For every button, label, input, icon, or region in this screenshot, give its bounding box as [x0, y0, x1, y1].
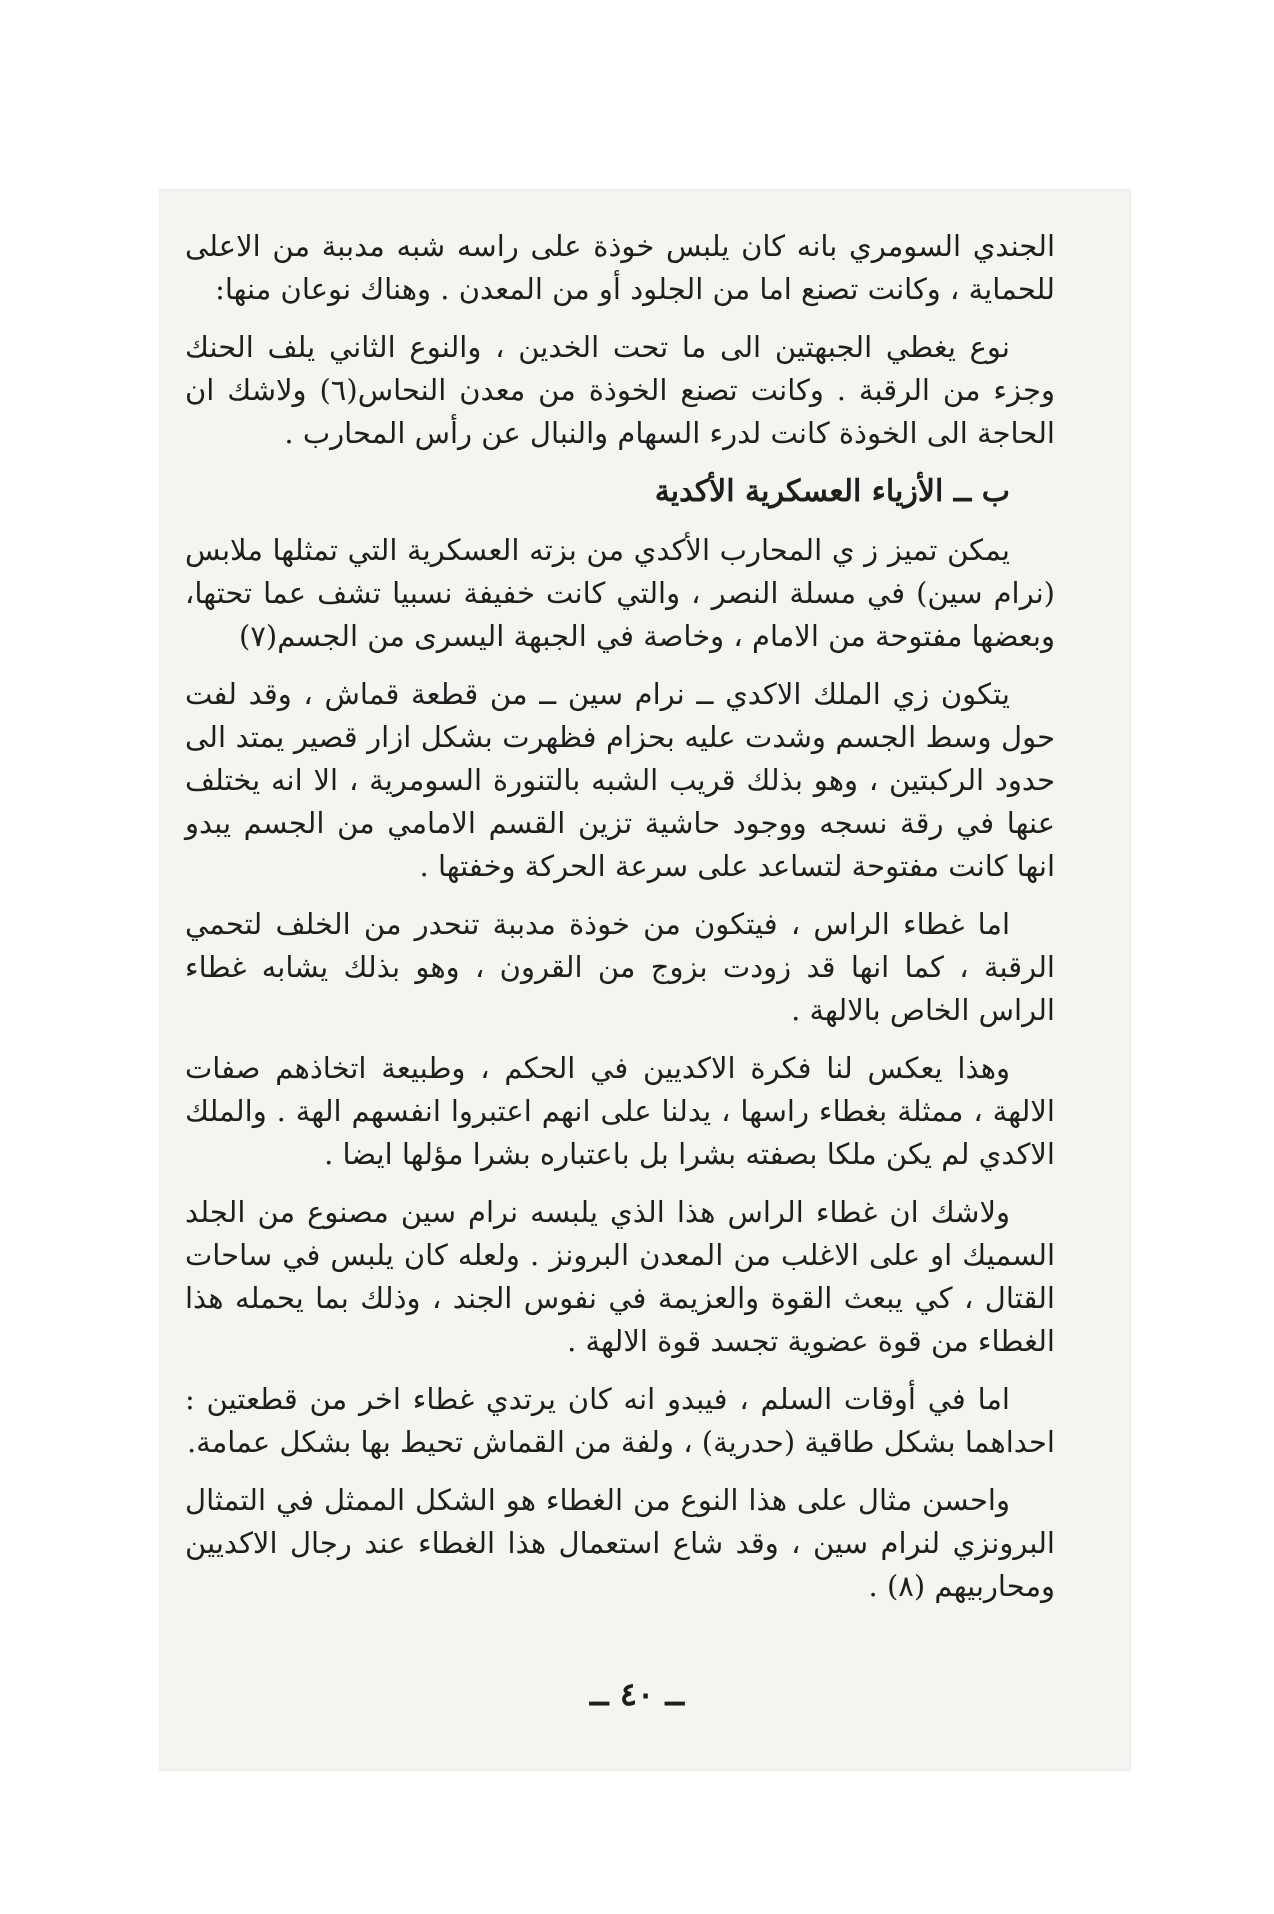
section-heading-akkadian-military-dress: ب ــ الأزياء العسكرية الأكدية — [654, 474, 1010, 509]
paragraph-helmet-material: ولاشك ان غطاء الراس هذا الذي يلبسه نرام سين مصنوع من الجلد السميك او على الاغلب من المعدن البرونز . ولعله كان يلبس في ساحات القتال ، كي يبعث القوة والعزيمة في نفوس الجند ، وذلك بما يحمله هذا الغطاء من قوة عضوية تجسد قوة الالهة . — [185, 1195, 1055, 1358]
paragraph-head-cover: اما غطاء الراس ، فيتكون من خوذة مدببة تنحدر من الخلف لتحمي الرقبة ، كما انها قد زودت بزوج من القرون ، وهو بذلك يشابه غطاء الراس الخاص بالالهة . — [185, 907, 1055, 1027]
page-number: ــ ٤٠ ــ — [589, 1675, 685, 1713]
paragraph-naram-sin-dress: يمكن تميز ز ي المحارب الأكدي من بزته العسكرية التي تمثلها ملابس (نرام سين) في مسلة النصر ، والتي كانت خفيفة نسبيا تشف عما تحتها، وبعضها مفتوحة من الامام ، وخاصة في الجبهة اليسرى من الجسم(٧) — [185, 533, 1055, 653]
paragraph-helmet-types: نوع يغطي الجبهتين الى ما تحت الخدين ، والنوع الثاني يلف الحنك وجزء من الرقبة . وكانت تصنع الخوذة من معدن النحاس(٦) ولاشك ان الحاجة الى الخوذة كانت لدرء السهام والنبال عن رأس المحارب . — [185, 330, 1055, 450]
paragraph-sumerian-helmet: الجندي السومري بانه كان يلبس خوذة على راسه شبه مدببة من الاعلى للحماية ، وكانت تصنع اما من الجلود أو من المعدن . وهناك نوعان منها: — [185, 229, 1055, 306]
paragraph-bronze-statue: واحسن مثال على هذا النوع من الغطاء هو الشكل الممثل في التمثال البرونزي لنرام سين ، وقد شاع استعمال هذا الغطاء عند رجال الاكديين ومحاربيهم (٨) . — [185, 1483, 1055, 1603]
paragraph-king-costume: يتكون زي الملك الاكدي ــ نرام سين ــ من قطعة قماش ، وقد لفت حول وسط الجسم وشدت عليه بحزام فظهرت بشكل ازار قصير يمتد الى حدود الركبتين ، وهو بذلك قريب الشبه بالتنورة السومرية ، الا انه يختلف عنها في رقة نسجه ووجود حاشية تزين القسم الامامي من الجسم يبدو انها كانت مفتوحة لتساعد على سرعة الحركة وخفتها . — [185, 677, 1055, 883]
page-body — [185, 225, 1055, 1623]
paragraph-peacetime-headgear: اما في أوقات السلم ، فيبدو انه كان يرتدي غطاء اخر من قطعتين : احداهما بشكل طاقية (حدرية) ، ولفة من القماش تحيط بها بشكل عمامة. — [185, 1382, 1055, 1459]
paragraph-divine-attributes: وهذا يعكس لنا فكرة الاكديين في الحكم ، وطبيعة اتخاذهم صفات الالهة ، ممثلة بغطاء راسها ، يدلنا على انهم اعتبروا انفسهم الهة . والملك الاكدي لم يكن ملكا بصفته بشرا بل باعتباره بشرا مؤلها ايضا . — [185, 1051, 1055, 1171]
